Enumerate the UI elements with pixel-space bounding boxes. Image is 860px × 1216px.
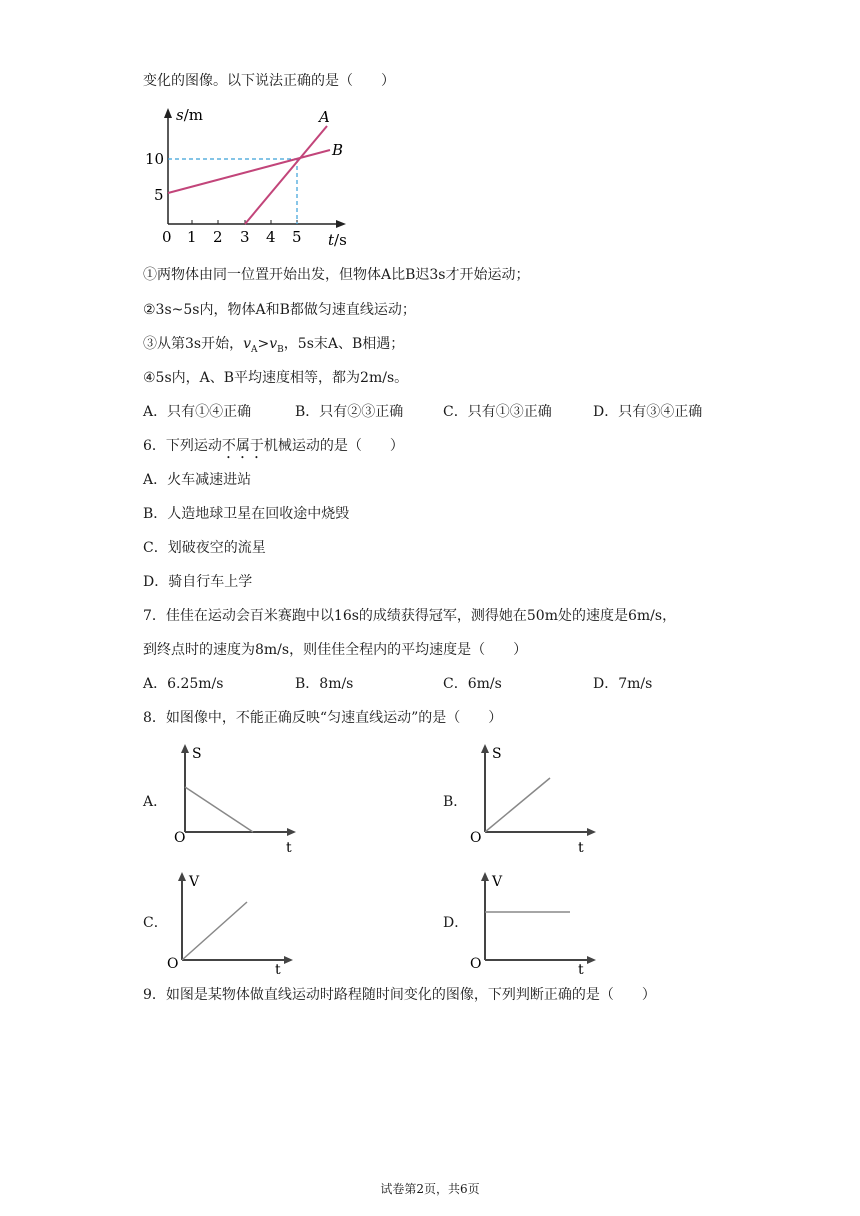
- q8-stem: 8．如图像中，不能正确反映“匀速直线运动”的是（ ）: [143, 710, 503, 726]
- q5-statement-3: ③从第3s开始，$v_A>v_B$，5s末A、B相遇；: [143, 336, 405, 355]
- q6-option-a[interactable]: A．火车减速进站: [143, 472, 252, 488]
- q7-option-b[interactable]: B．8m/s: [295, 676, 354, 692]
- svg-text:t: t: [578, 962, 584, 977]
- q5-option-c[interactable]: C．只有①③正确: [443, 404, 552, 420]
- q7-option-c[interactable]: C．6m/s: [443, 676, 502, 692]
- q5-option-b[interactable]: B．只有②③正确: [295, 404, 404, 420]
- x-tick-4: 4: [266, 228, 276, 246]
- line-a-label: A: [319, 108, 330, 126]
- x-tick-0: 0: [162, 228, 172, 246]
- q5-st-graph: [140, 100, 370, 255]
- q8-c-line: [182, 902, 247, 960]
- q8-graph-b: [468, 740, 608, 855]
- x-tick-3: 3: [240, 228, 250, 246]
- q5-stem-tail: 变化的图像。以下说法正确的是（ ）: [143, 73, 395, 89]
- line-a: [245, 126, 327, 224]
- q8-option-b-label[interactable]: B．: [443, 794, 468, 810]
- q7-option-d[interactable]: D．7m/s: [593, 676, 653, 692]
- q9-stem: 9．如图是某物体做直线运动时路程随时间变化的图像，下列判断正确的是（ ）: [143, 987, 656, 1003]
- svg-text:t: t: [578, 840, 584, 855]
- q8-b-line: [485, 778, 550, 832]
- q8-a-line: [185, 787, 253, 832]
- svg-text:t: t: [275, 962, 281, 977]
- svg-text:V: V: [492, 874, 503, 890]
- x-tick-1: 1: [187, 228, 197, 246]
- y-axis-arrow: [164, 108, 172, 118]
- q8-option-c-label[interactable]: C．: [143, 915, 168, 931]
- q7-stem-line2: 到终点时的速度为8m/s，则佳佳全程内的平均速度是（ ）: [143, 642, 528, 658]
- q8-graph-d: [468, 862, 608, 977]
- y-tick-10: 10: [145, 150, 165, 168]
- q7-option-a[interactable]: A．6.25m/s: [143, 676, 224, 692]
- x-axis-arrow: [336, 220, 346, 228]
- line-b-label: B: [332, 141, 344, 159]
- svg-text:O: O: [470, 830, 482, 846]
- q5-statement-1: ①两物体由同一位置开始出发，但物体A比B迟3s才开始运动；: [143, 267, 530, 283]
- q8-graph-c: [165, 862, 305, 977]
- x-tick-2: 2: [213, 228, 223, 246]
- page-footer: 试卷第2页，共6页: [380, 1182, 480, 1196]
- svg-text:t: t: [286, 840, 292, 855]
- line-b: [168, 150, 330, 193]
- svg-text:S: S: [492, 746, 502, 762]
- svg-text:O: O: [174, 830, 186, 846]
- y-tick-5: 5: [154, 186, 164, 204]
- x-tick-5: 5: [292, 228, 302, 246]
- q7-stem-line1: 7．佳佳在运动会百米赛跑中以16s的成绩获得冠军，测得她在50m处的速度是6m/s，: [143, 608, 677, 624]
- q5-statement-2: ②3s~5s内，物体A和B都做匀速直线运动；: [143, 302, 416, 318]
- x-axis-label: t/s: [328, 231, 347, 249]
- svg-text:S: S: [192, 746, 202, 762]
- q6-option-b[interactable]: B．人造地球卫星在回收途中烧毁: [143, 506, 350, 522]
- q5-option-a[interactable]: A．只有①④正确: [143, 404, 252, 420]
- q8-option-a-label[interactable]: A．: [143, 794, 168, 810]
- q8-option-d-label[interactable]: D．: [443, 915, 469, 931]
- q5-statement-4: ④5s内，A、B平均速度相等，都为2m/s。: [143, 370, 409, 386]
- q6-option-c[interactable]: C．划破夜空的流星: [143, 540, 266, 556]
- svg-text:O: O: [167, 956, 179, 972]
- y-axis-label: s/m: [176, 106, 203, 124]
- svg-text:O: O: [470, 956, 482, 972]
- q5-option-d[interactable]: D．只有③④正确: [593, 404, 703, 420]
- q8-graph-a: [168, 740, 308, 855]
- q6-stem: 6．下列运动不属于机械运动的是（ ）: [143, 438, 404, 454]
- q6-option-d[interactable]: D．骑自行车上学: [143, 574, 253, 590]
- svg-text:V: V: [189, 874, 200, 890]
